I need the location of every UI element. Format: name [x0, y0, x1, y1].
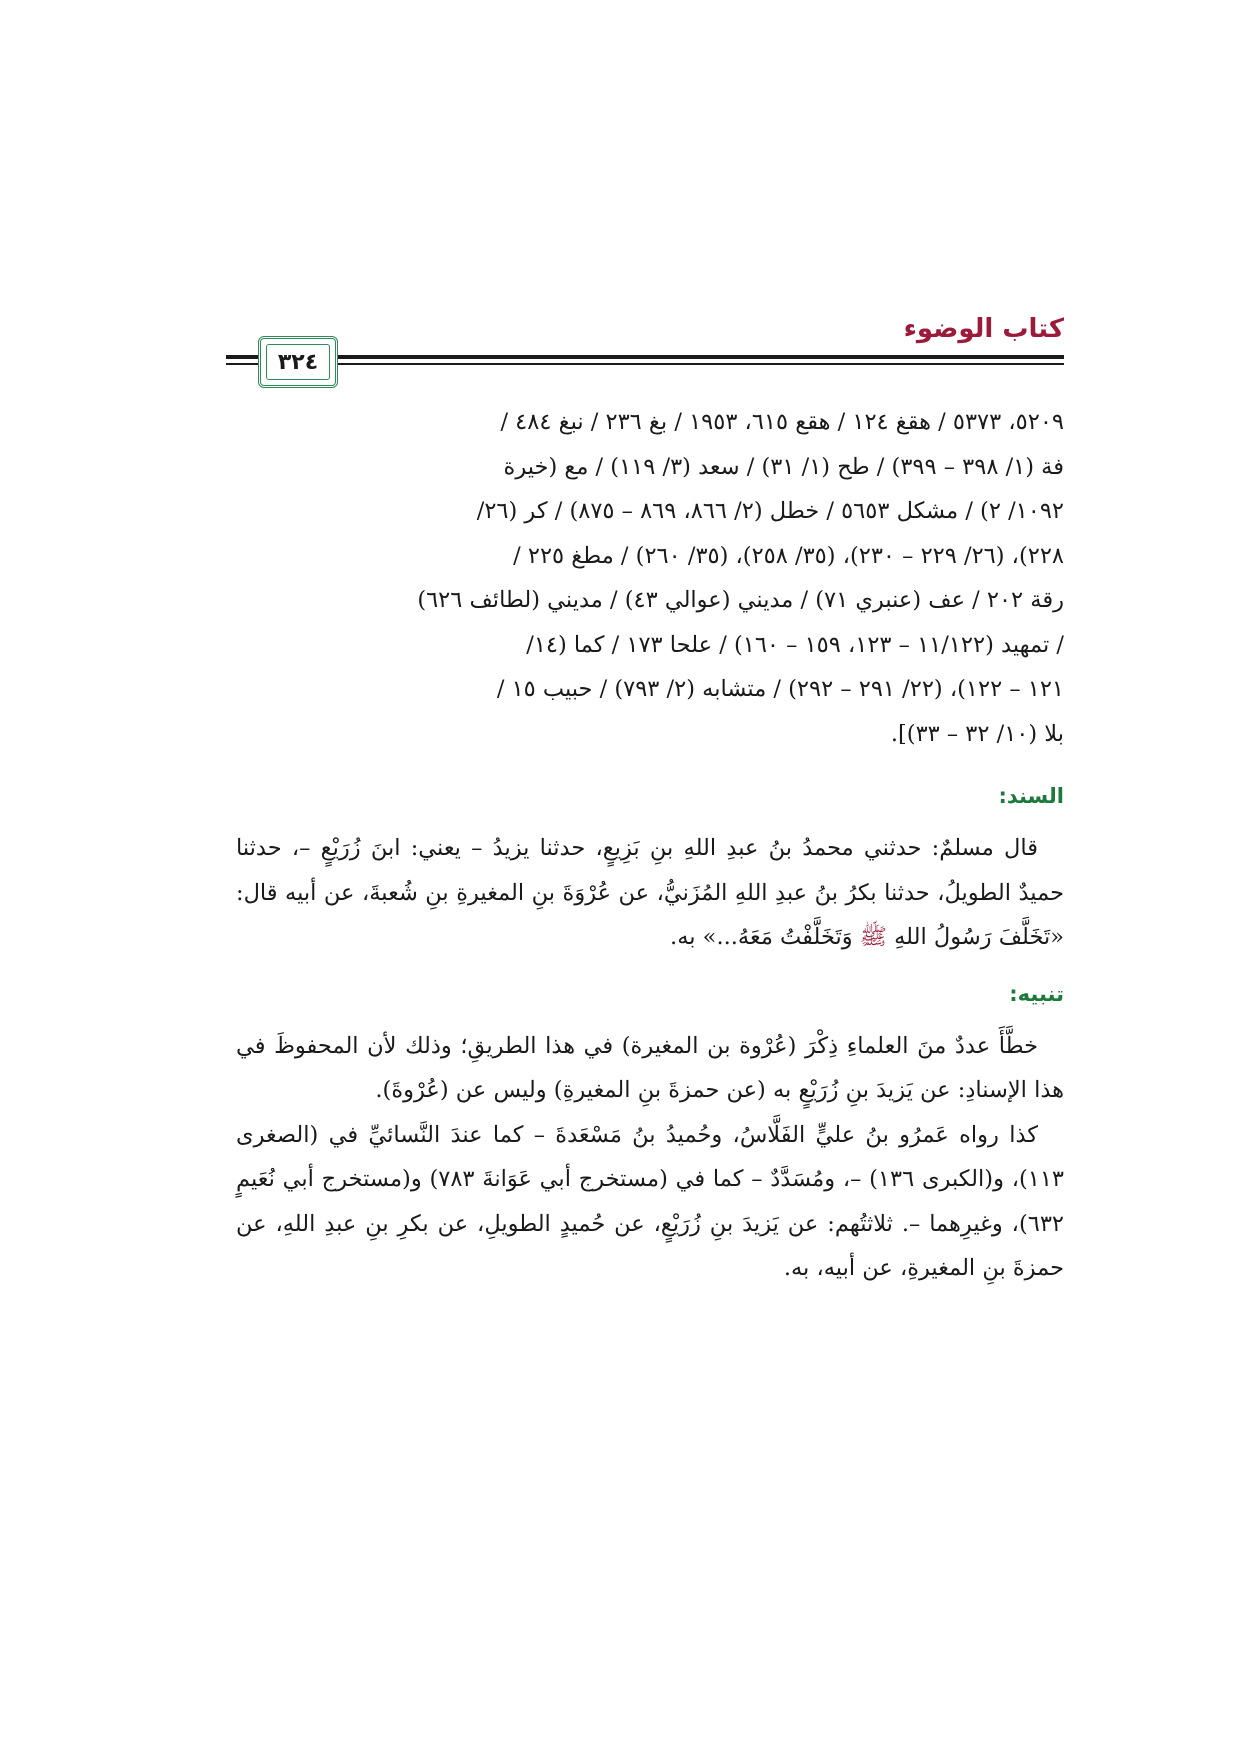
page-header	[236, 310, 1064, 380]
tanbih-paragraph: كذا رواه عَمرُو بنُ عليٍّ الفَلَّاسُ، وحُميدُ بنُ مَسْعَدةَ – كما عندَ النَّسائيِّ في (الصغرى ١١٣)، و(الكبرى ١٣٦) –، ومُسَدَّدٌ – كما في (مستخرج أبي عَوَانةَ ٧٨٣) و(مستخرج أبي نُعَيمٍ ٦٣٢)، وغيرِهما –. ثلاثتُهم: عن يَزيدَ بنِ زُرَيْعٍ، عن حُميدٍ الطويلِ، عن بكرِ بنِ عبدِ اللهِ، عن حمزةَ بنِ المغيرةِ، عن أبيه، به.	[236, 1121, 1065, 1281]
reference-line: ٥٢٠٩، ٥٣٧٣ / هقغ ١٢٤ / هقع ٦١٥، ١٩٥٣ / بغ ٢٣٦ / نبغ ٤٨٤ /	[500, 409, 1064, 435]
prophet-salutation-mark: ﷺ	[859, 924, 887, 950]
book-title: كتاب الوضوء	[903, 314, 1064, 344]
reference-line: ٢٢٨)، (٢٦/ ٢٢٩ – ٢٣٠)، (٣٥/ ٢٥٨)، (٣٥/ ٢٦٠) / مطغ ٢٢٥ /	[513, 542, 1064, 569]
reference-line: فة (١/ ٣٩٨ – ٣٩٩) / طح (١/ ٣١) / سعد (٣/ ١١٩) / مع (خيرة	[503, 453, 1064, 480]
tanbih-paragraph: خطَّأَ عددٌ منَ العلماءِ ذِكْرَ (عُرْوة بن المغيرة) في هذا الطريقِ؛ وذلك لأن المحفوظَ في هذا الإسنادِ: عن يَزيدَ بنِ زُرَيْعٍ به (عن حمزةَ بنِ المغيرةِ) وليس عن (عُرْوةَ).	[236, 1032, 1064, 1103]
reference-line: بلا (١٠/ ٣٢ – ٣٣)].	[890, 720, 1064, 747]
header-rule-left-thick	[228, 355, 252, 359]
header-rule-left-thin	[228, 363, 252, 365]
sanad-heading: السند:	[998, 784, 1064, 808]
reference-line: / تمهيد (١١/١٢٢ – ١٢٣، ١٥٩ – ١٦٠) / علحا ١٧٣ / كما (١٤/	[526, 631, 1064, 658]
header-rule-thin	[226, 363, 1064, 365]
references-block	[236, 400, 1064, 756]
sanad-text-before: قال مسلمٌ: حدثني محمدُ بنُ عبدِ اللهِ بنِ بَزِيعٍ، حدثنا يزيدُ – يعني: ابنَ زُرَيْعٍ –، حدثنا حميدٌ الطويلُ، حدثنا بكرُ بنُ عبدِ اللهِ المُزَنيُّ، عن عُرْوَةَ بنِ المغيرةِ بنِ شُعبةَ، عن أبيه قال: «تَخَلَّفَ رَسُولُ اللهِ	[236, 835, 1064, 950]
reference-line: رقة ٢٠٢ / عف (عنبري ٧١) / مديني (عوالي ٤٣) / مديني (لطائف ٦٢٦)	[417, 587, 1064, 613]
sanad-text-after: وَتَخَلَّفْتُ مَعَهُ...» به.	[670, 924, 860, 950]
reference-line: ١٠٩٢/ ٢) / مشكل ٥٦٥٣ / خطل (٢/ ٨٦٦، ٨٦٩ – ٨٧٥) / كر (٢٦/	[476, 498, 1064, 524]
page-content	[236, 400, 1064, 1291]
reference-line: ١٢١ – ١٢٢)، (٢٢/ ٢٩١ – ٢٩٢) / متشابه (٢/ ٧٩٣) / حبيب ١٥ /	[496, 676, 1064, 702]
tanbih-heading: تنبيه:	[1009, 981, 1064, 1006]
sanad-paragraph	[236, 826, 1064, 960]
page-number: ٣٢٤	[266, 344, 330, 380]
header-rule-thick	[226, 355, 1064, 359]
page-number-frame	[258, 336, 338, 388]
